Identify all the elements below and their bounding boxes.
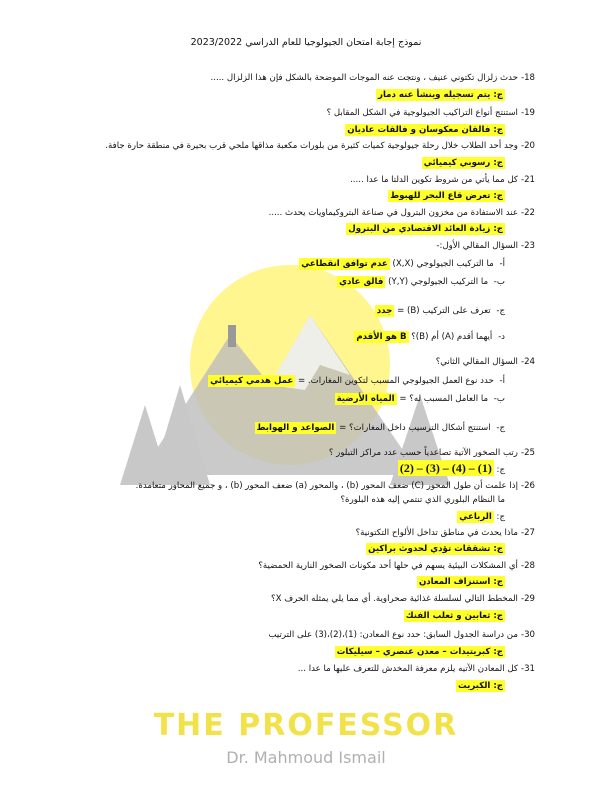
question-29 bbox=[271, 592, 535, 606]
watermark-author: Dr. Mahmoud Ismail bbox=[226, 748, 386, 767]
sub-text: ما العامل المسبب له؟ = bbox=[399, 394, 489, 404]
answer-highlight: ج: رسوبي كيميائي bbox=[423, 158, 503, 168]
question-number: 24- bbox=[520, 357, 535, 367]
question-text: حدث زلزال تكتوني عنيف ، ونتجت عنه الموجات الموضحة بالشكل فإن هذا الزلزال ..... bbox=[210, 73, 518, 83]
question-number: 23- bbox=[520, 241, 535, 251]
question-number: 25- bbox=[520, 448, 535, 458]
sub-question-23d bbox=[354, 330, 505, 344]
question-number: 29- bbox=[520, 594, 535, 604]
sub-label: أ- bbox=[499, 376, 505, 386]
question-number: 30- bbox=[520, 630, 535, 640]
sub-text: ما التركيب الجيولوجي (X,X) bbox=[392, 259, 494, 269]
answer-highlight: ج: الكبريت bbox=[458, 681, 503, 691]
sub-question-23b bbox=[337, 275, 505, 289]
sub-text: حدد نوع العمل الجيولوجي المسبب لتكوين المغارات. = bbox=[297, 376, 494, 386]
question-27 bbox=[356, 526, 535, 540]
question-text: ما النظام البلوري الذي تنتمي إليه هذه البلورة؟ bbox=[340, 495, 505, 505]
question-number: 18- bbox=[520, 73, 535, 83]
answer-highlight: عدم توافق انقطاعي bbox=[301, 259, 388, 269]
question-text: كل المعادن الآتيه يلزم معرفة المخدش للتعرف عليها ما عدا ... bbox=[297, 664, 518, 674]
answer-highlight: ج: زيادة العائد الاقتصادي من البترول bbox=[348, 224, 503, 234]
question-31 bbox=[298, 662, 535, 676]
question-28 bbox=[258, 559, 535, 573]
question-text: استنتج أنواع التراكيب الجيولوجية في الشكل المقابل ؟ bbox=[326, 108, 518, 118]
sub-label: ج- bbox=[496, 423, 505, 433]
question-text: السؤال المقالي الثاني؟ bbox=[435, 357, 518, 367]
question-19 bbox=[327, 106, 535, 120]
question-21 bbox=[350, 173, 535, 187]
sub-label: ب- bbox=[493, 277, 505, 287]
watermark-brand: THE PROFESSOR bbox=[153, 708, 459, 743]
sub-text: استنتج أشكال الترسيب داخل المغارات؟ = bbox=[339, 423, 491, 433]
question-26 bbox=[136, 479, 535, 493]
answer-20 bbox=[422, 156, 505, 170]
answer-highlight: ج: فالقان معكوسان و فالقات عاديان bbox=[347, 125, 503, 135]
sub-label: ب- bbox=[493, 394, 505, 404]
answer-highlight: جدد bbox=[376, 306, 393, 316]
question-25 bbox=[329, 446, 535, 460]
question-23 bbox=[436, 239, 535, 253]
answer-highlight: (1) – (4) – (3) – (2) bbox=[399, 461, 492, 475]
answer-26 bbox=[457, 510, 505, 524]
answer-25 bbox=[398, 461, 505, 477]
question-18 bbox=[211, 71, 536, 85]
question-26-continued bbox=[341, 493, 506, 507]
answer-22 bbox=[346, 222, 505, 236]
question-text: إذا علمت أن طول المحور (C) ضعف المحور (b) ، والمحور (a) ضعف المحور (b) ، و جميع المحاور متعامدة. bbox=[135, 481, 518, 491]
answer-highlight: ج: يتم تسجيله وينشأ عنه دمار bbox=[378, 90, 503, 100]
sub-text: ما التركيب الجيولوجي (Y,Y) bbox=[388, 277, 489, 287]
question-number: 28- bbox=[520, 561, 535, 571]
question-number: 20- bbox=[520, 141, 535, 151]
answer-highlight: الصواعد و الهوابط bbox=[256, 423, 335, 433]
sub-question-23c bbox=[375, 304, 505, 318]
question-text: وجد أحد الطلاب خلال رحلة جيولوجية كميات كثيرة من بلورات مكعبة مذاقها ملحي قرب بحيرة في منطقة حارة جافة. bbox=[105, 141, 518, 151]
answer-prefix: ج: bbox=[496, 465, 505, 475]
question-number: 21- bbox=[520, 175, 535, 185]
sub-text: تعرف على التركيب (B) = bbox=[397, 306, 491, 316]
sub-text: أيهما أقدم (A) أم (B)؟ bbox=[411, 332, 493, 342]
question-number: 22- bbox=[520, 208, 535, 218]
answer-prefix: ج: bbox=[496, 512, 505, 522]
question-22 bbox=[269, 206, 535, 220]
question-text: رتب الصخور الآتية تصاعدياً حسب عدد مراكز التبلور ؟ bbox=[328, 448, 518, 458]
question-20 bbox=[105, 139, 535, 153]
answer-highlight: الرباعي bbox=[459, 512, 492, 522]
question-text: عند الاستفادة من مخزون البترول في صناعة البتروكيماويات يحدث ..... bbox=[268, 208, 518, 218]
sub-question-23a bbox=[299, 257, 505, 271]
answer-highlight: ج: ثعابين و ثعلب الفنك bbox=[405, 611, 503, 621]
question-number: 26- bbox=[520, 481, 535, 491]
sub-question-24c bbox=[255, 421, 505, 435]
answer-19 bbox=[345, 123, 505, 137]
question-number: 27- bbox=[520, 528, 535, 538]
question-number: 19- bbox=[520, 108, 535, 118]
question-text: المخطط التالي لسلسلة غذائية صحراوية. أي مما يلي يمثله الحرف X؟ bbox=[271, 594, 518, 604]
question-24 bbox=[436, 355, 535, 369]
answer-27 bbox=[366, 542, 505, 556]
sub-question-24b bbox=[335, 392, 505, 406]
answer-31 bbox=[456, 679, 505, 693]
question-30 bbox=[268, 628, 535, 642]
question-text: كل مما يأتي من شروط تكوين الدلتا ما عدا ..... bbox=[350, 175, 518, 185]
answer-28 bbox=[417, 575, 505, 589]
question-text: أي المشكلات البيئية يسهم في حلها أحد مكونات الصخور النارية الحمضية؟ bbox=[258, 561, 518, 571]
answer-highlight: ج: كبريتيدات – معدن عنصري – سيليكات bbox=[336, 647, 503, 657]
answer-highlight: ج: تعرض قاع البحر للهبوط bbox=[390, 191, 503, 201]
question-text: من دراسة الجدول السابق: حدد نوع المعادن: (1)،(2)،(3) على الترتيب bbox=[268, 630, 518, 640]
answer-18 bbox=[376, 88, 505, 102]
answer-highlight: ج: استنزاف المعادن bbox=[418, 577, 503, 587]
page-title: نموذج إجابة امتحان الجيولوجيا للعام الدراسي 2023/2022 bbox=[190, 37, 422, 48]
answer-highlight: فالق عادي bbox=[339, 277, 384, 287]
answer-30 bbox=[335, 645, 505, 659]
sub-label: أ- bbox=[499, 259, 505, 269]
question-text: السؤال المقالي الأول:- bbox=[436, 241, 518, 251]
answer-highlight: عمل هدمي كيميائي bbox=[210, 376, 294, 386]
answer-highlight: B هو الأقدم bbox=[356, 332, 407, 342]
question-text: ماذا يحدث في مناطق تداخل الألواح التكتونية؟ bbox=[355, 528, 518, 538]
answer-highlight: المياه الأرضية bbox=[336, 394, 395, 404]
answer-29 bbox=[404, 609, 505, 623]
sub-label: د- bbox=[498, 332, 505, 342]
sub-question-24a bbox=[208, 374, 505, 388]
answer-highlight: ج: تشققات تؤدي لحدوث براكين bbox=[368, 544, 503, 554]
question-number: 31- bbox=[520, 664, 535, 674]
answer-21 bbox=[388, 189, 505, 203]
sub-label: ج- bbox=[496, 306, 505, 316]
